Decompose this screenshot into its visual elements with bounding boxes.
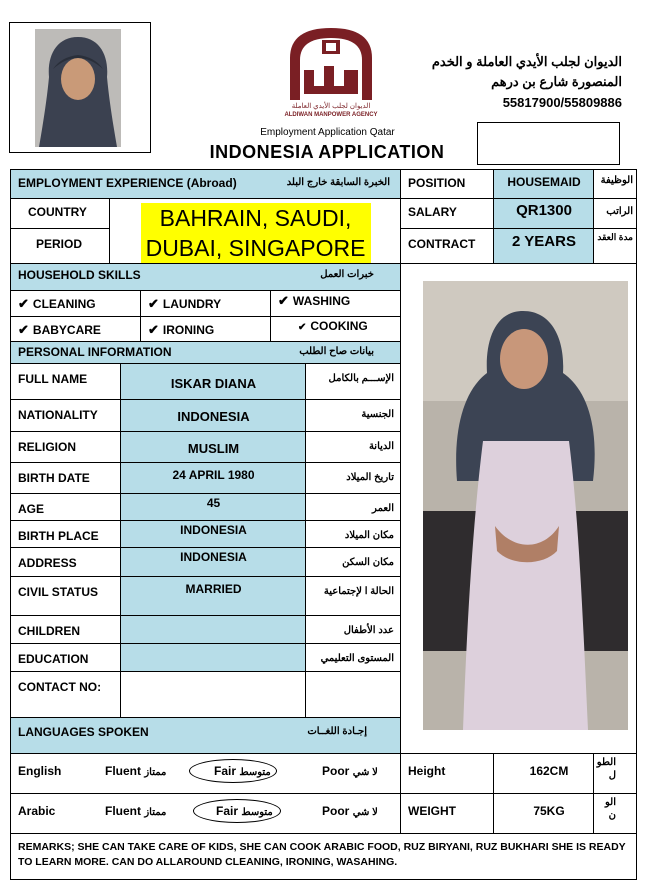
personal-field-label: AGE <box>18 502 45 516</box>
skill-ironing: ✔ IRONING <box>148 322 215 337</box>
personal-field-label: CHILDREN <box>18 624 80 638</box>
languages-label-ar: إجـادة اللغــات <box>307 726 367 737</box>
personal-field-value: MUSLIM <box>187 441 240 456</box>
salary-value: QR1300 <box>516 202 572 219</box>
personal-field-label: BIRTH DATE <box>18 471 90 485</box>
skill-babycare: ✔ BABYCARE <box>18 322 101 337</box>
personal-field-label-ar: المستوى التعليمي <box>320 653 394 664</box>
attribute-label: Height <box>408 764 446 778</box>
contract-label-ar: مدة العقد <box>594 229 636 264</box>
salary-label-ar: الراتب <box>594 199 636 229</box>
skills-label-ar: خبرات العمل <box>320 269 374 280</box>
language-poor: Poor لا شي <box>322 764 378 778</box>
attribute-value: 75KG <box>533 804 565 818</box>
personal-field-label-ar: مكان السكن <box>342 557 394 568</box>
personal-field-value: INDONESIA <box>180 550 247 564</box>
agency-phones: 55817900/55809886 <box>502 95 622 110</box>
check-icon: ✔ <box>18 296 29 311</box>
position-label-ar: الوظيفة <box>594 170 636 199</box>
agency-arabic-name: الديوان لجلب الأيدي العاملة و الخدم <box>431 54 622 69</box>
logo-english-text: ALDIWAN MANPOWER AGENCY <box>284 112 378 118</box>
check-icon: ✔ <box>298 322 307 333</box>
language-poor: Poor لا شي <box>322 804 378 818</box>
remarks-text: REMARKS; SHE CAN TAKE CARE OF KIDS, SHE CAN COOK ARABIC FOOD, RUZ BIRYANI, RUZ BUKHARI SHE IS READY TO LEARN MORE. CAN DO ALLAROUND CLEANING, IRONING, WASAHING. <box>18 841 626 868</box>
period-label: PERIOD <box>36 237 83 251</box>
personal-field-value: INDONESIA <box>180 523 247 537</box>
personal-field-label: RELIGION <box>18 440 77 454</box>
personal-label-ar: بيانات صاح الطلب <box>299 346 374 357</box>
attribute-label: WEIGHT <box>408 804 456 818</box>
language-fluent: Fluent ممتاز <box>105 764 167 778</box>
personal-field-label-ar: الإســـم بالكامل <box>328 373 394 384</box>
contract-value: 2 YEARS <box>512 233 576 250</box>
personal-ar-cell <box>306 672 401 718</box>
country-label: COUNTRY <box>28 205 87 219</box>
check-icon: ✔ <box>148 296 159 311</box>
agency-arabic-address: المنصورة شارع بن درهم <box>491 74 622 89</box>
personal-field-value: INDONESIA <box>177 409 250 424</box>
personal-field-label-ar: عدد الأطفال <box>343 625 394 636</box>
skill-cooking: ✔ COOKING <box>298 319 368 333</box>
personal-field-label: NATIONALITY <box>18 408 98 422</box>
personal-label: PERSONAL INFORMATION <box>18 345 172 359</box>
applicant-full-photo <box>423 281 628 730</box>
personal-field-label: EDUCATION <box>18 652 89 666</box>
personal-field-label-ar: مكان الميلاد <box>344 530 394 541</box>
personal-field-label-ar: تاريخ الميلاد <box>346 472 394 483</box>
personal-field-label: FULL NAME <box>18 372 88 386</box>
attribute-label-ar: الو ن <box>605 797 616 821</box>
reference-box <box>477 122 620 165</box>
personal-field-value: 24 APRIL 1980 <box>172 468 255 482</box>
agency-logo <box>278 22 384 122</box>
personal-value-cell <box>121 672 306 718</box>
experience-label: EMPLOYMENT EXPERIENCE (Abroad) <box>18 176 237 190</box>
language-fluent: Fluent ممتاز <box>105 804 167 818</box>
attribute-value: 162CM <box>529 764 569 778</box>
personal-field-label-ar: الجنسية <box>361 409 394 420</box>
language-name: English <box>18 764 62 778</box>
check-icon: ✔ <box>18 322 29 337</box>
personal-field-value: MARRIED <box>185 582 242 596</box>
personal-value-cell <box>121 644 306 672</box>
check-icon: ✔ <box>148 322 159 337</box>
personal-field-value: ISKAR DIANA <box>170 376 257 391</box>
personal-field-label: BIRTH PLACE <box>18 529 99 543</box>
logo-arabic-text: الديوان لجلب الأيدي العاملة <box>291 103 371 110</box>
languages-label: LANGUAGES SPOKEN <box>18 725 149 739</box>
attribute-label-ar: الطو ل <box>596 757 616 781</box>
language-fair: Fair متوسط <box>216 804 273 818</box>
skills-label: HOUSEHOLD SKILLS <box>18 268 141 282</box>
check-icon: ✔ <box>278 293 289 308</box>
personal-field-label: ADDRESS <box>18 556 77 570</box>
personal-field-label: CONTACT NO: <box>18 680 102 694</box>
contract-label: CONTRACT <box>408 237 476 251</box>
personal-field-label: CIVIL STATUS <box>18 585 99 599</box>
skill-washing: ✔ WASHING <box>278 293 351 308</box>
personal-field-value: 45 <box>206 496 221 510</box>
position-value: HOUSEMAID <box>507 175 581 189</box>
skill-cleaning: ✔ CLEANING <box>18 296 96 311</box>
form-title: INDONESIA APPLICATION <box>209 142 445 162</box>
personal-value-cell <box>121 616 306 644</box>
experience-label-ar: الخبرة السابقة خارج البلد <box>286 177 390 188</box>
personal-field-label-ar: الديانة <box>368 441 394 452</box>
language-name: Arabic <box>18 804 56 818</box>
language-fair: Fair متوسط <box>214 764 271 778</box>
personal-field-label-ar: العمر <box>372 503 394 514</box>
skill-laundry: ✔ LAUNDRY <box>148 296 222 311</box>
form-subtitle: Employment Application Qatar <box>260 127 395 138</box>
personal-field-label-ar: الحالة ا لإجتماعية <box>323 586 394 597</box>
position-label: POSITION <box>408 176 466 190</box>
applicant-portrait-photo <box>9 22 151 153</box>
countries-value: BAHRAIN, SAUDI, DUBAI, SINGAPORE <box>110 203 401 263</box>
salary-label: SALARY <box>408 205 457 219</box>
personal-label-cell <box>11 672 121 718</box>
